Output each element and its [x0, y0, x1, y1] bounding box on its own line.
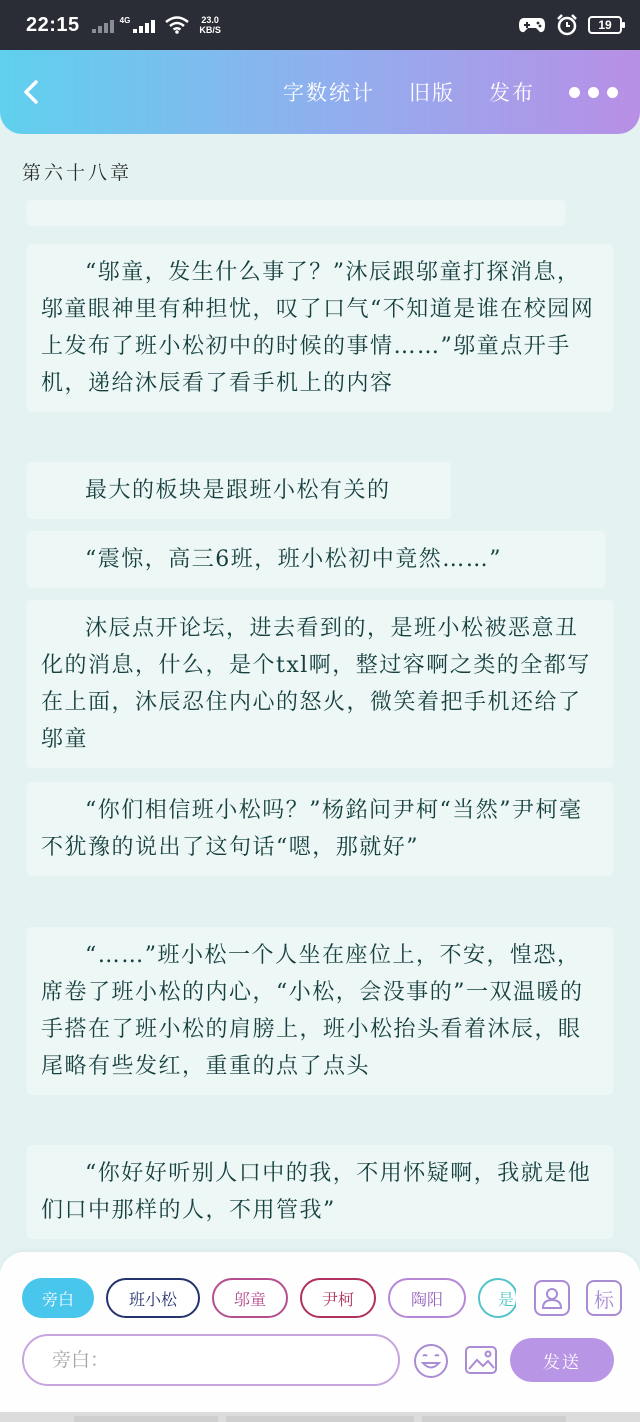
character-manage-icon[interactable] [534, 1280, 570, 1316]
character-chip-yin-ke[interactable]: 尹柯 [300, 1278, 376, 1318]
chapter-title: 第六十八章 [22, 162, 133, 184]
paragraph-card[interactable] [27, 782, 613, 876]
clock: 22:15 [26, 13, 80, 36]
character-chip-narrator[interactable]: 旁白 [22, 1278, 94, 1318]
paragraph-text: “你好好听别人口中的我，不用怀疑啊，我就是他们口中那样的人，不用管我” [41, 1161, 592, 1223]
image-icon[interactable] [464, 1343, 498, 1377]
paragraph-card[interactable] [27, 531, 605, 588]
old-version-button[interactable]: 旧版 [409, 81, 455, 105]
paragraph-card[interactable] [27, 462, 451, 519]
paragraph-card[interactable] [27, 927, 613, 1095]
net-speed-value: 23.0 [201, 15, 219, 25]
character-chip-wu-tong[interactable]: 邬童 [212, 1278, 288, 1318]
paragraph-text: 沐辰点开论坛，进去看到的，是班小松被恶意丑化的消息，什么，是个txl啊，整过容啊之类的全都写在上面，沐辰忍住内心的怒火，微笑着把手机还给了邬童 [41, 616, 591, 752]
net-type-label: 4G [119, 16, 131, 25]
paragraph-text: “……”班小松一个人坐在座位上，不安，惶恐，席卷了班小松的内心，“小松，会没事的”一双温暖的手搭在了班小松的肩膀上，班小松抬头看着沐辰，眼尾略有些发红，重重的点了点头 [41, 943, 584, 1079]
character-chip-tao-yang[interactable]: 陶阳 [388, 1278, 466, 1318]
send-button[interactable]: 发送 [510, 1338, 614, 1382]
paragraph-text: 最大的板块是跟班小松有关的 [85, 478, 391, 503]
signal-sim1-icon [92, 17, 114, 33]
paragraph-card[interactable] [27, 600, 613, 768]
wifi-icon [165, 16, 189, 34]
input-panel [0, 1252, 640, 1422]
gamepad-icon [518, 15, 546, 35]
publish-button[interactable]: 发布 [489, 81, 535, 105]
status-bar [0, 0, 640, 50]
back-arrow-icon[interactable] [20, 80, 44, 104]
story-content[interactable] [0, 200, 640, 1250]
more-options-icon[interactable] [569, 87, 618, 98]
message-input-box[interactable] [22, 1334, 400, 1386]
message-input[interactable] [52, 1349, 352, 1371]
system-nav-bar [0, 1412, 640, 1422]
paragraph-text: “你们相信班小松吗？”杨銘问尹柯“当然”尹柯毫不犹豫的说出了这句话“嗯，那就好” [41, 798, 583, 860]
header-menu [283, 50, 640, 134]
character-chip-partial[interactable]: 是 [478, 1278, 516, 1318]
paragraph-card[interactable] [27, 200, 565, 226]
battery-icon: 19 [588, 16, 622, 34]
net-speed-unit: KB/S [199, 25, 221, 35]
paragraph-text: “震惊，高三6班，班小松初中竟然……” [85, 547, 502, 572]
editor-header [0, 50, 640, 134]
signal-sim2-icon [120, 17, 156, 33]
emoji-icon[interactable] [412, 1342, 450, 1380]
tag-icon[interactable]: 标 [586, 1280, 622, 1316]
paragraph-card[interactable] [27, 1145, 613, 1239]
paragraph-card[interactable] [27, 244, 613, 412]
alarm-icon [556, 14, 578, 36]
character-chip-ban-xiaosong[interactable]: 班小松 [106, 1278, 200, 1318]
character-selector [22, 1278, 516, 1320]
net-speed [199, 15, 221, 35]
word-count-button[interactable]: 字数统计 [283, 81, 375, 105]
paragraph-text: “邬童，发生什么事了？”沐辰跟邬童打探消息，邬童眼神里有种担忧，叹了口气“不知道是谁在校园网上发布了班小松初中的时候的事情……”邬童点开手机，递给沐辰看了看手机上的内容 [41, 260, 595, 396]
